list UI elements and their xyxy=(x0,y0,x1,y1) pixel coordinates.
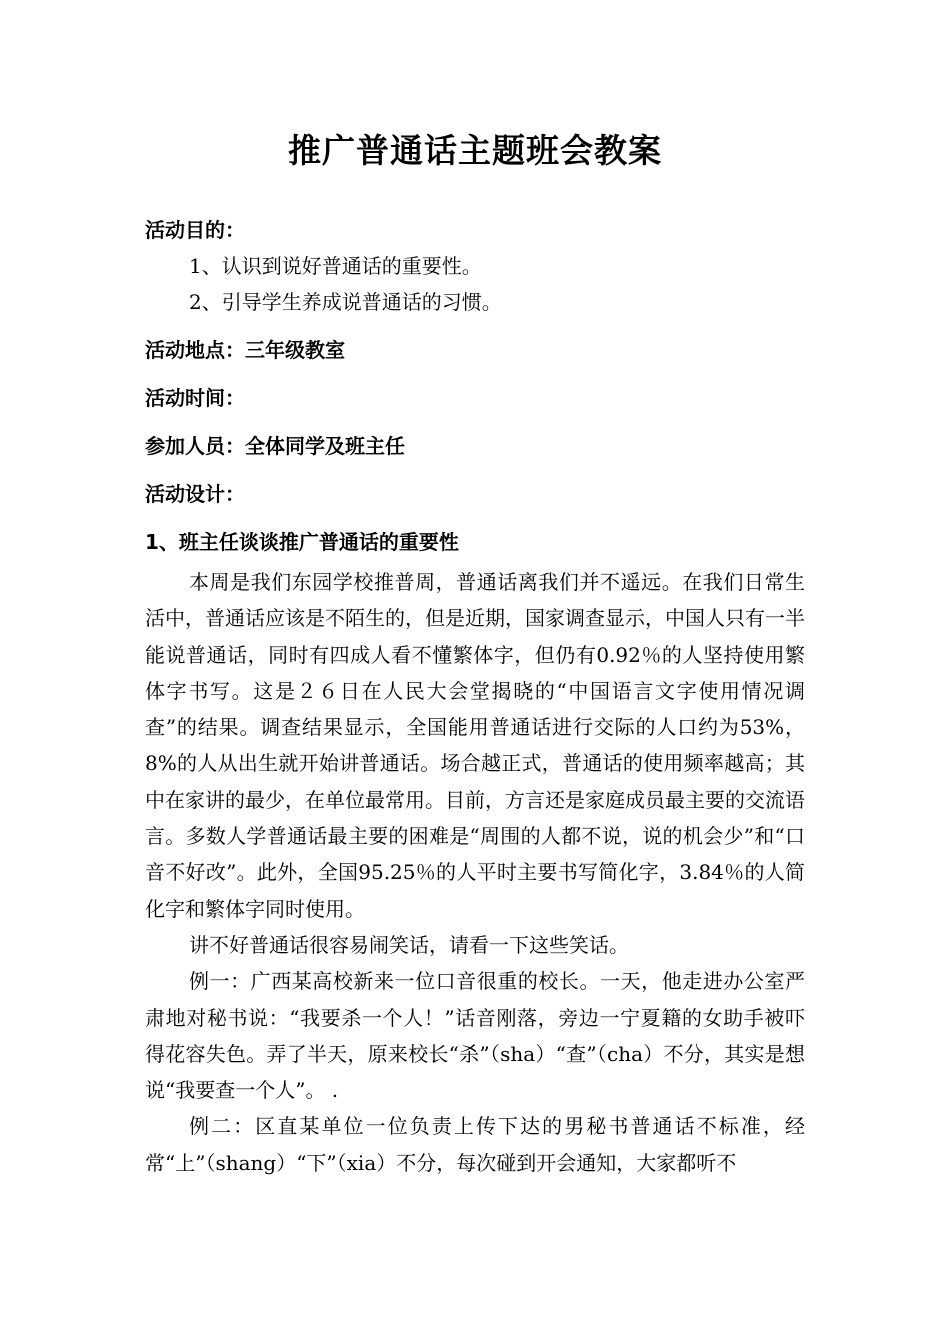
location-line: 活动地点：三年级教室 xyxy=(145,338,345,362)
purpose-item: 2、引导学生养成说普通话的习惯。 xyxy=(189,290,502,314)
body-paragraph: 例二：区直某单位一位负责上传下达的男秘书普通话不标准，经常“上”（shang）“下”（xia）不分，每次碰到开会通知，大家都听不 xyxy=(145,1114,805,1175)
design-heading: 活动设计： xyxy=(145,482,245,506)
document-title: 推广普通话主题班会教案 xyxy=(288,131,662,170)
body-paragraph: 例一：广西某高校新来一位口音很重的校长。一天，他走进办公室严肃地对秘书说：“我要杀一个人！”话音刚落，旁边一宁夏籍的女助手被吓得花容失色。弄了半天，原来校长“杀”（sha）“查”（cha）不分，其实是想说“我要查一个人”。 . xyxy=(145,969,805,1103)
document-body xyxy=(145,212,805,1181)
purpose-item: 1、认识到说好普通话的重要性。 xyxy=(189,254,482,278)
section-heading: 1、班主任谈谈推广普通话的重要性 xyxy=(145,530,459,554)
body-paragraph: 讲不好普通话很容易闹笑话，请看一下这些笑话。 xyxy=(189,932,629,957)
purpose-list xyxy=(145,248,805,320)
body-paragraph: 本周是我们东园学校推普周，普通话离我们并不遥远。在我们日常生活中，普通话应该是不陌生的，但是近期，国家调查显示，中国人只有一半能说普通话，同时有四成人看不懂繁体字，但仍有0.92％的人坚持使用繁体字书写。这是２６日在人民大会堂揭晓的“中国语言文字使用情况调查”的结果。调查结果显示，全国能用普通话进行交际的人口约为53%，8%的人从出生就开始讲普通话。场合越正式，普通话的使用频率越高；其中在家讲的最少，在单位最常用。目前，方言还是家庭成员最主要的交流语言。多数人学普通话最主要的困难是“周围的人都不说，说的机会少”和“口音不好改”。此外，全国95.25％的人平时主要书写简化字，3.84％的人简化字和繁体字同时使用。 xyxy=(145,570,805,921)
purpose-heading: 活动目的： xyxy=(145,218,245,242)
participants-line: 参加人员：全体同学及班主任 xyxy=(145,434,405,458)
time-line: 活动时间： xyxy=(145,386,245,410)
